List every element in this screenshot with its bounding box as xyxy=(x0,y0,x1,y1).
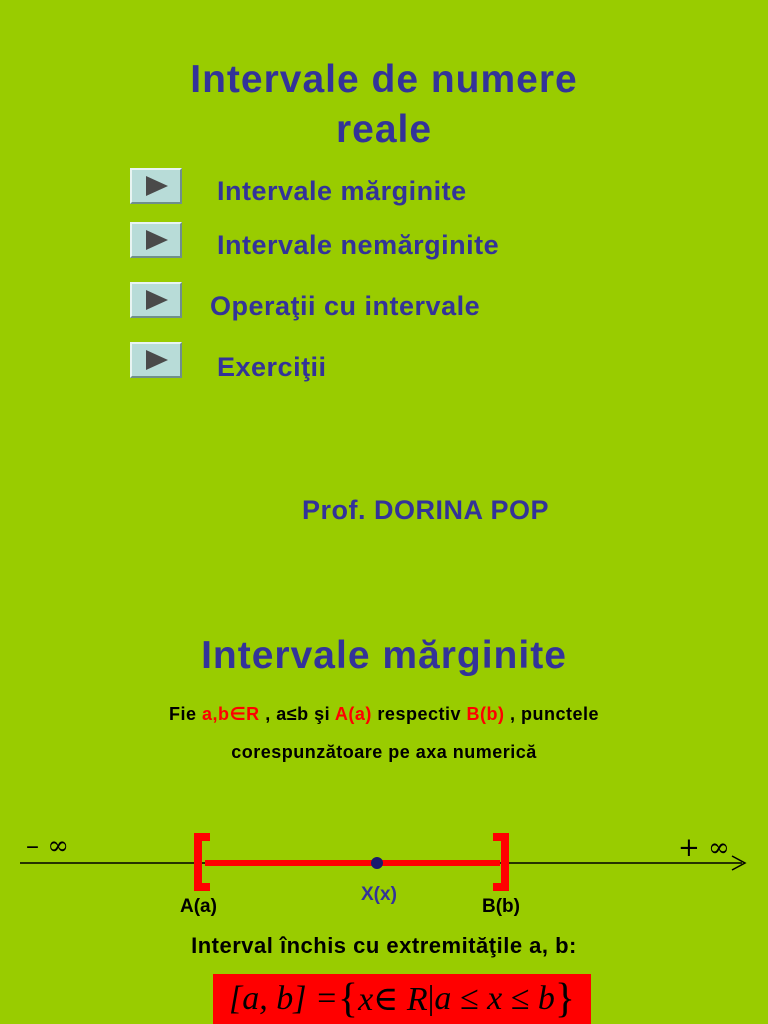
nav-label-interval-operations[interactable]: Operaţii cu intervale xyxy=(210,291,481,321)
plus-infinity-label: + ∞ xyxy=(678,833,730,863)
nav-button-bounded-intervals[interactable] xyxy=(130,168,182,204)
play-arrow-icon xyxy=(142,348,170,372)
play-arrow-icon xyxy=(142,288,170,312)
desc-point-b: B(b) xyxy=(466,704,505,724)
nav-label-exercises[interactable]: Exerciţii xyxy=(217,352,327,382)
description-line-1 xyxy=(0,702,768,726)
point-x-label: X(x) xyxy=(361,884,397,905)
minus-infinity-label: – ∞ xyxy=(26,831,69,861)
desc-text: Fie xyxy=(169,704,203,724)
desc-text: respectiv xyxy=(371,704,467,724)
formula-close-brace: } xyxy=(554,976,575,1022)
point-x-marker xyxy=(371,857,383,869)
nav-button-unbounded-intervals[interactable] xyxy=(130,222,182,258)
desc-set-ab: a,b∈R xyxy=(202,704,260,724)
nav-button-exercises[interactable] xyxy=(130,342,182,378)
formula-open-brace: { xyxy=(337,976,359,1022)
desc-text: , punctele xyxy=(504,704,599,724)
main-title-line-2: reale xyxy=(335,108,433,151)
author-name: Prof. DORINA POP xyxy=(302,495,550,525)
nav-label-bounded-intervals[interactable]: Intervale mărginite xyxy=(217,176,467,206)
desc-point-a: A(a) xyxy=(334,704,372,724)
closed-interval-title: Interval închis cu extremităţile a, b: xyxy=(191,933,577,958)
point-b-label: B(b) xyxy=(482,896,520,917)
formula-separator: | xyxy=(427,980,435,1017)
play-arrow-icon xyxy=(142,228,170,252)
main-title-line-1: Intervale de numere xyxy=(190,58,578,101)
description-line-2: corespunzătoare pe axa numerică xyxy=(231,742,537,762)
desc-text: , a≤b şi xyxy=(259,704,335,724)
interval-definition-formula xyxy=(213,974,591,1024)
nav-button-interval-operations[interactable] xyxy=(130,282,182,318)
section-title: Intervale mărginite xyxy=(201,634,567,677)
play-arrow-icon xyxy=(142,174,170,198)
formula-lhs: [a, b] = xyxy=(228,980,338,1017)
formula-set-var: x∈ R xyxy=(358,981,428,1018)
nav-label-unbounded-intervals[interactable]: Intervale nemărginite xyxy=(217,230,500,260)
point-a-label: A(a) xyxy=(180,896,217,917)
formula-condition: a ≤ x ≤ b xyxy=(434,980,555,1017)
